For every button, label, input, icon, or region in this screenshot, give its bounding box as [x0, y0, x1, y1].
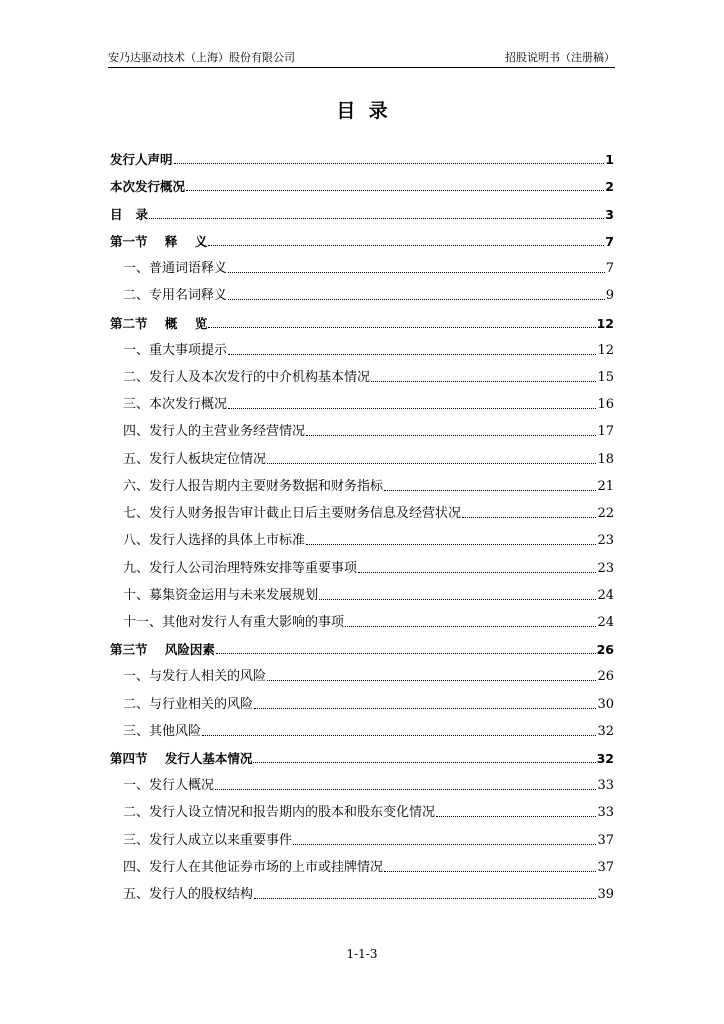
toc-section-entry[interactable]: [110, 820, 614, 847]
toc-entry-page-number: 12: [597, 342, 614, 358]
toc-entry-label: 三、本次发行概况: [123, 397, 228, 413]
toc-dot-leader: [462, 507, 596, 518]
toc-section-entry[interactable]: [110, 793, 614, 820]
toc-dot-leader: [358, 562, 596, 573]
toc-dot-leader: [208, 317, 595, 328]
toc-dot-leader: [228, 344, 596, 355]
toc-entry-label: 八、发行人选择的具体上市标准: [123, 533, 306, 549]
toc-entry-label: 第四节 发行人基本情况: [110, 751, 253, 767]
toc-entry-label: 六、发行人报告期内主要财务数据和财务指标: [123, 478, 384, 494]
toc-entry-label: 第二节 概 览: [110, 315, 208, 331]
toc-dot-leader: [149, 208, 604, 219]
toc-entry-label: 二、发行人及本次发行的中介机构基本情况: [123, 369, 371, 385]
toc-entry-label: 发行人声明: [110, 152, 173, 168]
page-title: 目 录: [336, 100, 388, 122]
toc-section-entry[interactable]: [110, 848, 614, 875]
toc-entry-label: 目 录: [110, 206, 149, 222]
toc-section-entry[interactable]: [110, 494, 614, 521]
toc-section-entry[interactable]: [110, 385, 614, 412]
toc-entry-page-number: 33: [597, 778, 614, 794]
toc-dot-leader: [436, 806, 596, 817]
toc-entry-page-number: 24: [597, 587, 614, 603]
toc-section-entry[interactable]: [110, 684, 614, 711]
toc-section-entry[interactable]: [110, 576, 614, 603]
toc-entry-page-number: 23: [597, 560, 614, 576]
toc-entry-label: 十、募集资金运用与未来发展规划: [123, 587, 319, 603]
toc-entry-page-number: 23: [597, 533, 614, 549]
header-company-name: 安乃达驱动技术（上海）股份有限公司: [108, 51, 295, 64]
toc-dot-leader: [306, 425, 596, 436]
toc-entry-page-number: 2: [605, 179, 614, 195]
toc-dot-leader: [202, 725, 596, 736]
toc-section-entry[interactable]: [110, 249, 614, 276]
toc-entry-label: 三、发行人成立以来重要事件: [123, 832, 293, 848]
toc-entry-page-number: 12: [596, 315, 614, 331]
toc-dot-leader: [293, 834, 596, 845]
toc-section-entry[interactable]: [110, 875, 614, 902]
toc-dot-leader: [215, 779, 596, 790]
toc-section-entry[interactable]: [110, 412, 614, 439]
toc-chapter-entry[interactable]: [110, 739, 614, 766]
toc-dot-leader: [254, 888, 596, 899]
toc-section-entry[interactable]: [110, 467, 614, 494]
toc-section-entry[interactable]: [110, 712, 614, 739]
toc-entry-page-number: 39: [597, 887, 614, 903]
toc-chapter-entry[interactable]: [110, 303, 614, 330]
toc-dot-leader: [371, 371, 596, 382]
toc-section-entry[interactable]: [110, 331, 614, 358]
toc-dot-leader: [208, 235, 604, 246]
toc-dot-leader: [384, 480, 596, 491]
toc-chapter-entry[interactable]: [110, 167, 614, 194]
toc-entry-page-number: 7: [605, 233, 614, 249]
toc-dot-leader: [228, 289, 605, 300]
toc-entry-label: 二、专用名词释义: [123, 288, 228, 304]
toc-entry-label: 三、其他风险: [123, 723, 202, 739]
toc-entry-label: 第一节 释 义: [110, 233, 208, 249]
toc-section-entry[interactable]: [110, 766, 614, 793]
toc-section-entry[interactable]: [110, 521, 614, 548]
toc-entry-page-number: 15: [597, 369, 614, 385]
toc-chapter-entry[interactable]: [110, 140, 614, 167]
toc-entry-label: 五、发行人板块定位情况: [123, 451, 267, 467]
table-of-contents: [110, 140, 614, 902]
toc-entry-label: 第三节 风险因素: [110, 642, 215, 658]
toc-entry-label: 四、发行人的主营业务经营情况: [123, 424, 306, 440]
toc-dot-leader: [186, 180, 604, 191]
toc-dot-leader: [228, 398, 596, 409]
toc-chapter-entry[interactable]: [110, 222, 614, 249]
toc-dot-leader: [306, 534, 596, 545]
toc-entry-page-number: 17: [597, 424, 614, 440]
toc-entry-label: 一、普通词语释义: [123, 261, 228, 277]
toc-dot-leader: [253, 752, 595, 763]
toc-entry-page-number: 1: [605, 152, 614, 168]
header-document-type: 招股说明书（注册稿）: [505, 51, 615, 64]
toc-entry-page-number: 30: [597, 696, 614, 712]
toc-dot-leader: [319, 589, 596, 600]
toc-entry-page-number: 21: [597, 478, 614, 494]
toc-entry-page-number: 32: [596, 751, 614, 767]
toc-dot-leader: [384, 861, 596, 872]
toc-entry-label: 一、发行人概况: [123, 778, 215, 794]
toc-dot-leader: [174, 153, 605, 164]
toc-dot-leader: [267, 453, 596, 464]
toc-entry-page-number: 26: [596, 642, 614, 658]
toc-dot-leader: [267, 670, 596, 681]
toc-chapter-entry[interactable]: [110, 194, 614, 221]
toc-dot-leader: [254, 698, 596, 709]
toc-section-entry[interactable]: [110, 358, 614, 385]
toc-entry-page-number: 22: [597, 506, 614, 522]
page-header: [108, 49, 615, 68]
toc-entry-label: 一、与发行人相关的风险: [123, 669, 267, 685]
toc-entry-label: 十一、其他对发行人有重大影响的事项: [123, 614, 345, 630]
toc-entry-label: 二、与行业相关的风险: [123, 696, 254, 712]
toc-entry-label: 七、发行人财务报告审计截止日后主要财务信息及经营状况: [123, 506, 462, 522]
toc-entry-label: 四、发行人在其他证券市场的上市或挂牌情况: [123, 859, 384, 875]
toc-entry-page-number: 9: [605, 288, 614, 304]
toc-entry-page-number: 32: [597, 723, 614, 739]
toc-entry-page-number: 24: [597, 614, 614, 630]
toc-dot-leader: [345, 616, 596, 627]
toc-entry-label: 一、重大事项提示: [123, 342, 228, 358]
toc-entry-page-number: 37: [597, 859, 614, 875]
toc-entry-label: 本次发行概况: [110, 179, 186, 195]
toc-section-entry[interactable]: [110, 276, 614, 303]
toc-section-entry[interactable]: [110, 439, 614, 466]
toc-entry-label: 九、发行人公司治理特殊安排等重要事项: [123, 560, 358, 576]
toc-entry-page-number: 33: [597, 805, 614, 821]
toc-entry-label: 二、发行人设立情况和报告期内的股本和股东变化情况: [123, 805, 436, 821]
toc-entry-page-number: 16: [597, 397, 614, 413]
toc-section-entry[interactable]: [110, 657, 614, 684]
toc-dot-leader: [216, 643, 596, 654]
toc-entry-page-number: 18: [597, 451, 614, 467]
toc-chapter-entry[interactable]: [110, 630, 614, 657]
toc-section-entry[interactable]: [110, 603, 614, 630]
toc-entry-label: 五、发行人的股权结构: [123, 887, 254, 903]
toc-entry-page-number: 37: [597, 832, 614, 848]
page-footer-number: 1-1-3: [346, 947, 378, 961]
toc-entry-page-number: 26: [597, 669, 614, 685]
toc-entry-page-number: 7: [605, 261, 614, 277]
toc-dot-leader: [228, 262, 605, 273]
toc-entry-page-number: 3: [605, 206, 614, 222]
toc-section-entry[interactable]: [110, 548, 614, 575]
